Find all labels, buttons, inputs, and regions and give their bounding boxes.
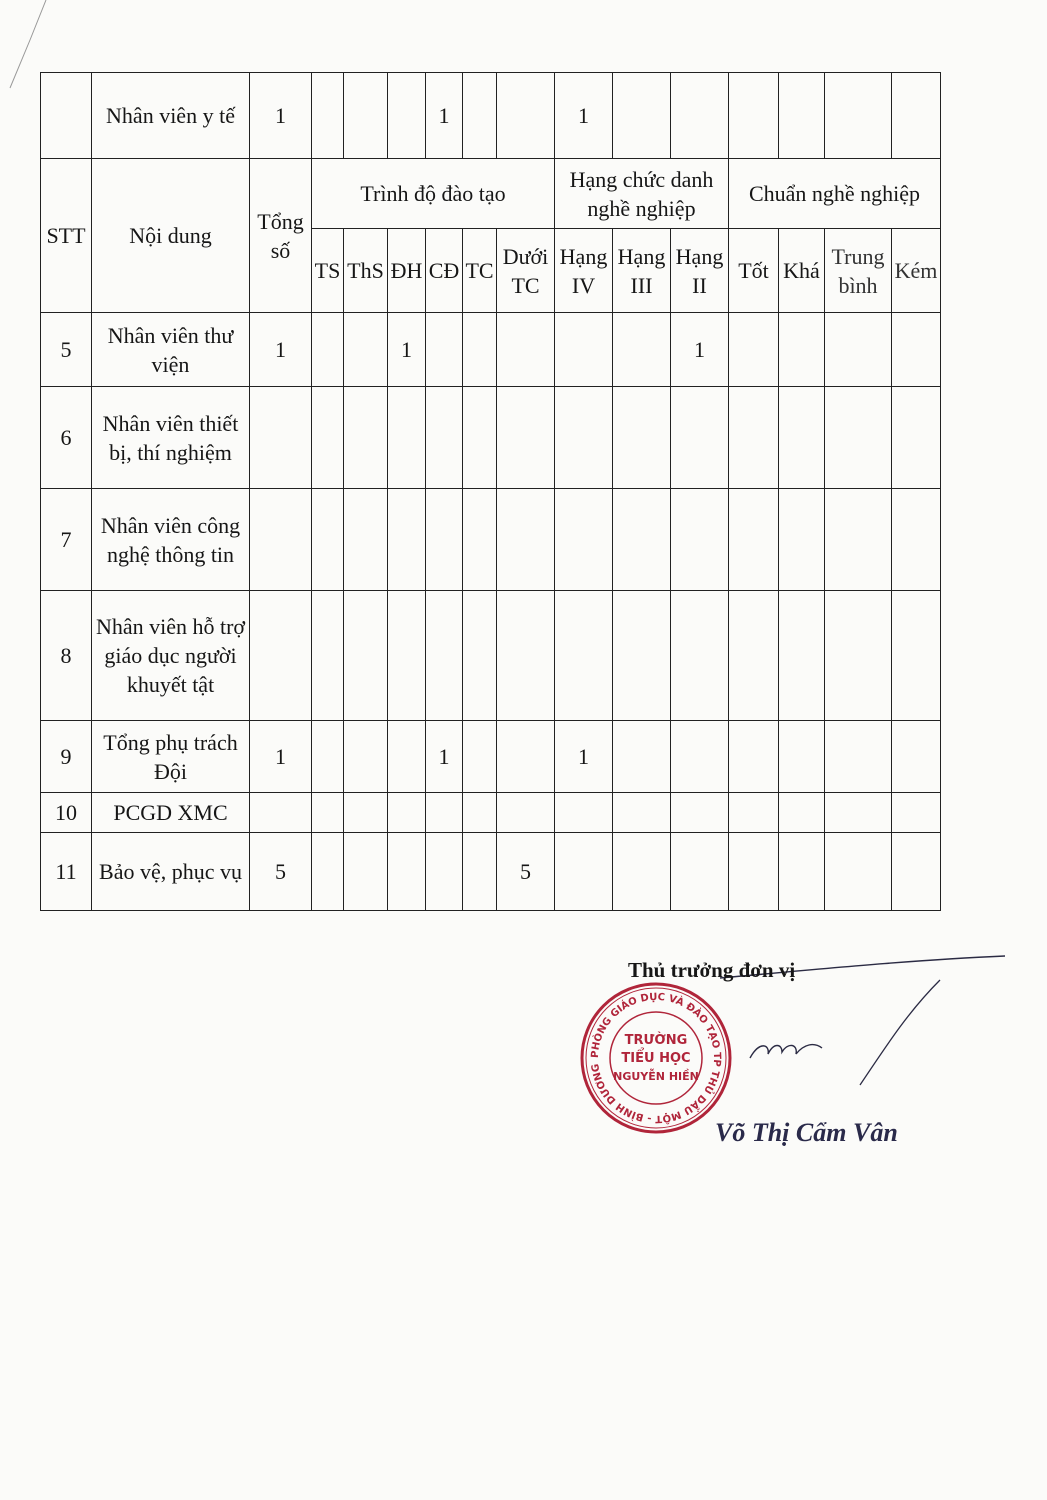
stt-cell: 10: [41, 793, 92, 833]
stt-cell: [41, 73, 92, 159]
tong-so-cell: 5: [250, 833, 312, 911]
header-duoi-tc: Dưới TC: [497, 229, 555, 313]
content-cell: Nhân viên công nghệ thông tin: [92, 489, 250, 591]
signature-block: [560, 950, 1000, 1170]
header-dh: ĐH: [388, 229, 426, 313]
header-hang-iv: Hạng IV: [555, 229, 613, 313]
content-cell: Nhân viên hỗ trợ giáo dục người khuyết tật: [92, 591, 250, 721]
header-row-1: [41, 159, 941, 229]
signature-title: Thủ trưởng đơn vị: [628, 958, 796, 982]
seal-ring-text: PHÒNG GIÁO DỤC VÀ ĐÀO TẠO TP THỦ DẦU MỘT - BÌNH DƯƠNG: [589, 991, 723, 1125]
tong-so-cell: [250, 793, 312, 833]
header-trung-binh: Trung bình: [825, 229, 892, 313]
table-row: [41, 387, 941, 489]
header-hang-chuc-danh: Hạng chức danh nghề nghiệp: [555, 159, 729, 229]
header-kem: Kém: [892, 229, 941, 313]
stt-cell: 9: [41, 721, 92, 793]
content-cell: Bảo vệ, phục vụ: [92, 833, 250, 911]
header-hang-iii: Hạng III: [613, 229, 671, 313]
header-kha: Khá: [779, 229, 825, 313]
stt-cell: 7: [41, 489, 92, 591]
tong-so-cell: [250, 591, 312, 721]
cd-cell: 1: [426, 73, 463, 159]
header-noi-dung: Nội dung: [92, 159, 250, 313]
header-hang-ii: Hạng II: [671, 229, 729, 313]
table-row: 9 Tổng phụ trách Đội 1 1 1: [41, 721, 941, 793]
header-trinh-do-dao-tao: Trình độ đào tạo: [312, 159, 555, 229]
table-row: 11 Bảo vệ, phục vụ 5 5: [41, 833, 941, 911]
signer-name: Võ Thị Cẩm Vân: [715, 1118, 898, 1147]
stt-cell: 6: [41, 387, 92, 489]
hang-iv-cell: 1: [555, 73, 613, 159]
content-cell: Nhân viên thư viện: [92, 313, 250, 387]
tong-so-cell: [250, 387, 312, 489]
tong-so-cell: 1: [250, 721, 312, 793]
header-stt: STT: [41, 159, 92, 313]
header-ths: ThS: [344, 229, 388, 313]
stt-cell: 11: [41, 833, 92, 911]
header-tong-so: Tổng số: [250, 159, 312, 313]
tong-so-cell: [250, 489, 312, 591]
header-ts: TS: [312, 229, 344, 313]
table-row: [41, 793, 941, 833]
header-cd: CĐ: [426, 229, 463, 313]
seal-line-2: TIỂU HỌC: [621, 1051, 691, 1066]
content-cell: Nhân viên y tế: [92, 73, 250, 159]
table-row-nhan-vien-y-te: [41, 73, 941, 159]
header-chuan-nghe-nghiep: Chuẩn nghề nghiệp: [729, 159, 941, 229]
header-tot: Tốt: [729, 229, 779, 313]
staff-qualification-table: [40, 72, 941, 911]
stt-cell: 5: [41, 313, 92, 387]
school-seal: [578, 980, 734, 1136]
seal-line-3: NGUYỄN HIỀN: [613, 1070, 699, 1083]
table-row: 5 Nhân viên thư viện 1 1 1: [41, 313, 941, 387]
stt-cell: 8: [41, 591, 92, 721]
table-row: [41, 591, 941, 721]
content-cell: PCGD XMC: [92, 793, 250, 833]
content-cell: Nhân viên thiết bị, thí nghiệm: [92, 387, 250, 489]
table-row: [41, 489, 941, 591]
tong-so-cell: 1: [250, 73, 312, 159]
content-cell: Tổng phụ trách Đội: [92, 721, 250, 793]
seal-line-1: TRƯỜNG: [624, 1033, 688, 1048]
header-tc: TC: [463, 229, 497, 313]
tong-so-cell: 1: [250, 313, 312, 387]
